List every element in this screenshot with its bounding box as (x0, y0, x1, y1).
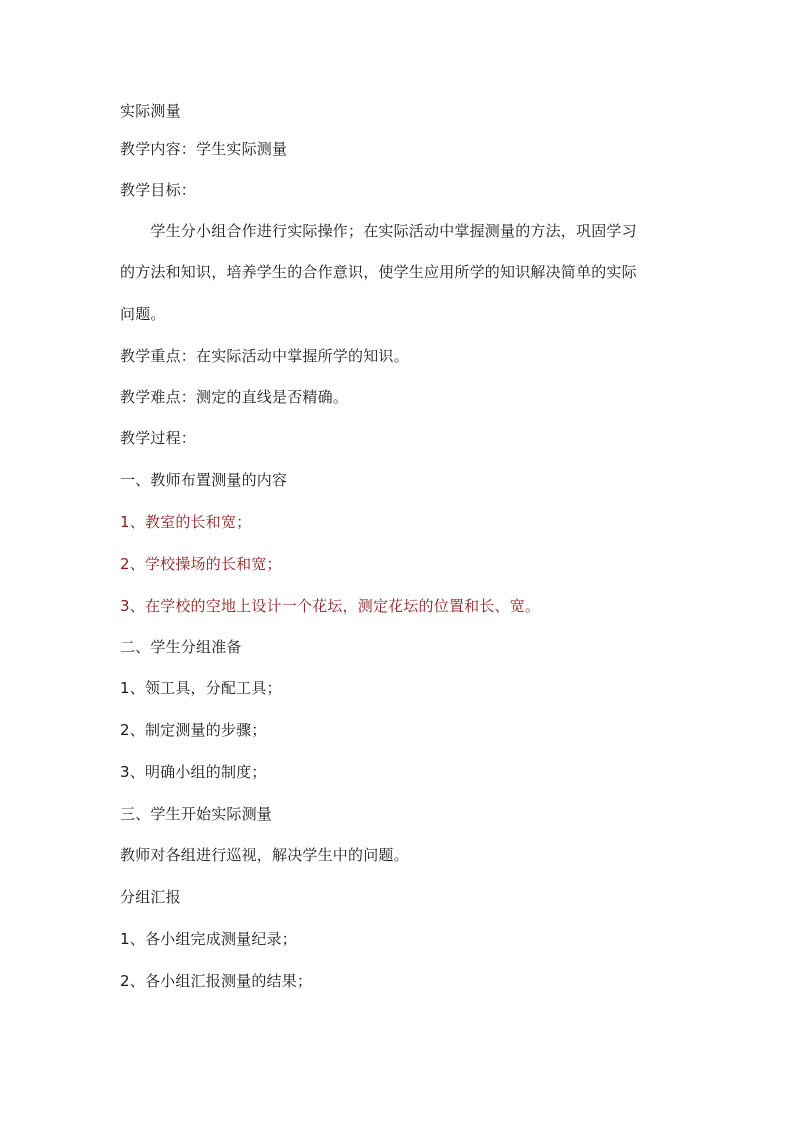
section2-heading: 二、学生分组准备 (120, 638, 242, 656)
report-heading: 分组汇报 (120, 888, 181, 906)
process-label: 教学过程： (120, 429, 197, 447)
document-title: 实际测量 (120, 102, 181, 120)
report-item-2: 2、各小组汇报测量的结果； (120, 972, 313, 990)
section1-heading: 一、教师布置测量的内容 (120, 471, 288, 489)
section2-item-2: 2、制定测量的步骤； (120, 721, 267, 739)
objectives-line-3: 问题。 (120, 305, 166, 323)
section2-item-1: 1、领工具，分配工具； (120, 679, 282, 697)
teaching-content: 教学内容：学生实际测量 (120, 140, 288, 158)
objectives-line-2: 的方法和知识，培养学生的合作意识，使学生应用所学的知识解决简单的实际 (120, 263, 637, 281)
section1-item-3: 3、在学校的空地上设计一个花坛，测定花坛的位置和长、宽。 (120, 597, 541, 615)
objectives-line-1: 学生分小组合作进行实际操作；在实际活动中掌握测量的方法，巩固学习 (120, 222, 637, 240)
objectives-label: 教学目标： (120, 181, 197, 199)
section3-heading: 三、学生开始实际测量 (120, 805, 273, 823)
section3-note: 教师对各组进行巡视，解决学生中的问题。 (120, 846, 409, 864)
difficulty: 教学难点：测定的直线是否精确。 (120, 388, 349, 406)
report-item-1: 1、各小组完成测量纪录； (120, 930, 297, 948)
section1-item-1: 1、教室的长和宽； (120, 513, 252, 531)
key-point: 教学重点：在实际活动中掌握所学的知识。 (120, 347, 409, 365)
section2-item-3: 3、明确小组的制度； (120, 763, 267, 781)
section1-item-2: 2、学校操场的长和宽； (120, 555, 282, 573)
